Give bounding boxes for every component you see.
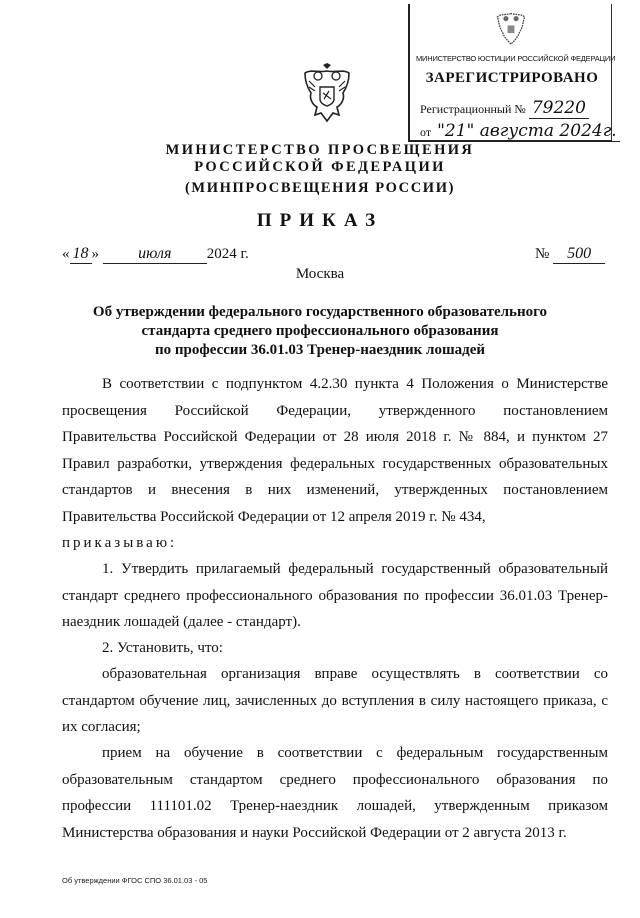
ministry-short-name: (МИНПРОСВЕЩЕНИЯ РОССИИ) (185, 180, 455, 196)
order-city: Москва (295, 266, 345, 282)
stamp-date-line (420, 121, 620, 141)
order-month: июля (103, 245, 207, 264)
order-subject (80, 303, 560, 360)
ministry-name-line-2: РОССИЙСКОЙ ФЕДЕРАЦИИ (194, 159, 446, 175)
order-command-text: приказываю: (62, 535, 178, 551)
coat-of-arms-icon (494, 10, 528, 46)
stamp-registration-label: Регистрационный № (420, 102, 526, 116)
stamp-registered-title: ЗАРЕГИСТРИРОВАНО (425, 70, 599, 86)
clause-1-paragraph: 1. Утвердить прилагаемый федеральный государственный образовательный стандарт среднего профессионального образования по профессии 36.01.03 Тренер-наездник лошадей (далее - стандарт). (62, 561, 608, 630)
date-close-quote: » (91, 246, 99, 262)
order-date (62, 245, 249, 264)
ministry-name-line-1: МИНИСТЕРСТВО ПРОСВЕЩЕНИЯ (165, 142, 475, 158)
footer-document-code: Об утверждении ФГОС СПО 36.01.03 - 05 (62, 876, 208, 885)
date-open-quote: « (62, 246, 70, 262)
coat-of-arms-icon (301, 63, 353, 127)
stamp-registration-line (420, 98, 589, 118)
stamp-date-value: "21" августа 2024г. (434, 121, 620, 142)
stamp-date-prefix: от (420, 125, 432, 139)
preamble-text: В соответствии с подпунктом 4.2.30 пункта 4 Положения о Министерстве просвещения Российской Федерации, утвержденного постановлением Правительства Российской Федерации от 28 июля 2018 г. № 884, и пунктом 27 Правил разработки, утверждения федеральных государственных образовательных стандартов и внесения в них изменений, утвержденных постановлением Правительства Российской Федерации от 12 апреля 2019 г. № 434, (62, 376, 608, 525)
subject-line-1: Об утверждении федерального государственного образовательного (92, 304, 548, 320)
clause-2-item-1-paragraph: образовательная организация вправе осуществлять в соответствии со стандартом обучение лиц, зачисленных до вступления в силу настоящего приказа, с их согласия; (62, 666, 608, 735)
order-command (62, 530, 608, 557)
stamp-ministry-name: МИНИСТЕРСТВО ЮСТИЦИИ РОССИЙСКОЙ ФЕДЕРАЦИИ (416, 54, 616, 63)
order-number-label: № (535, 246, 550, 262)
order-year: 2024 г. (206, 246, 249, 262)
order-number (535, 245, 605, 264)
subject-line-2: стандарта среднего профессионального образования (141, 323, 499, 339)
order-day: 18 (70, 245, 92, 264)
clause-2-item-2-paragraph: прием на обучение в соответствии с федеральным государственным образовательным стандартом среднего профессионального образования по профессии 111101.02 Тренер-наездник лошадей, утвержденным приказом Министерства образования и науки Российской Федерации от 2 августа 2013 г. (62, 745, 608, 841)
subject-line-3: по профессии 36.01.03 Тренер-наездник лошадей (154, 342, 486, 358)
registration-stamp (408, 4, 617, 142)
order-number-value: 500 (553, 245, 605, 264)
preamble-paragraph (62, 371, 608, 530)
document-type-title: ПРИКАЗ (256, 210, 384, 231)
stamp-registration-number: 79220 (529, 98, 589, 119)
clause-2-paragraph: 2. Установить, что: (102, 640, 223, 656)
